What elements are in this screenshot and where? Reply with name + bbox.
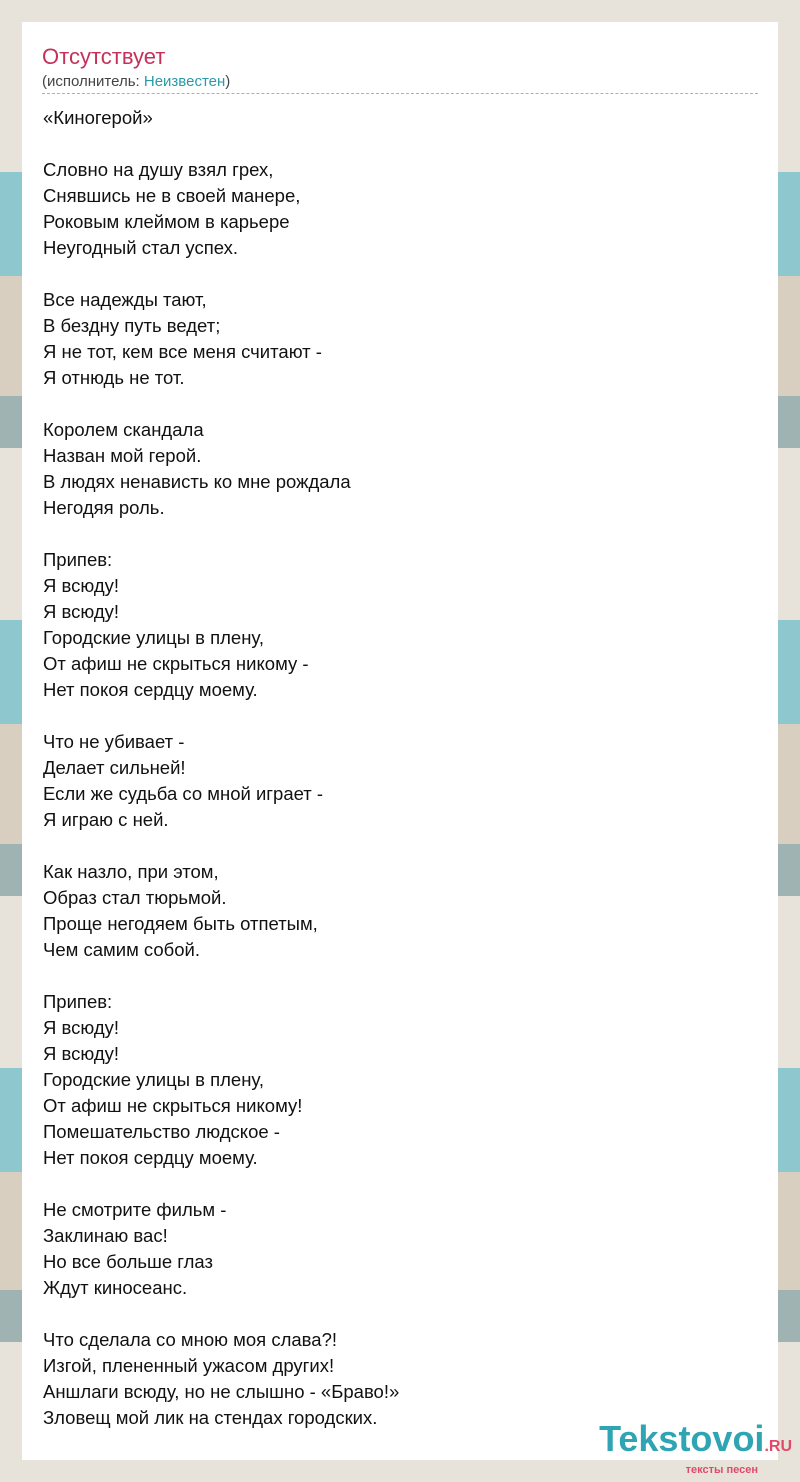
stanza-gap [43, 261, 763, 287]
lyric-line: Роковым клеймом в карьере [43, 211, 290, 232]
lyric-line: Я не тот, кем все меня считают - [43, 341, 322, 362]
stanza-gap [43, 391, 763, 417]
lyric-line: Я всюду! [43, 601, 120, 622]
logo-main-text: Tekstovoi [599, 1418, 765, 1459]
lyric-line: Неугодный стал успех. [43, 237, 239, 258]
lyric-line: Нет покоя сердцу моему. [43, 679, 258, 700]
lyrics-card [22, 22, 778, 1460]
stanza-gap [43, 963, 763, 989]
artist-link[interactable]: Неизвестен [143, 73, 226, 90]
lyric-line: Проще негодяем быть отпетым, [43, 913, 318, 934]
lyric-line: Королем скандала [43, 419, 204, 440]
lyric-line: Словно на душу взял грех, [43, 159, 274, 180]
lyric-line: Припев: [43, 549, 113, 570]
title-divider [42, 93, 758, 94]
lyric-line: Припев: [43, 991, 113, 1012]
lyric-line: Негодяя роль. [43, 497, 165, 518]
lyric-line: Изгой, плененный ужасом других! [43, 1355, 335, 1376]
lyric-line: От афиш не скрыться никому - [43, 653, 309, 674]
lyric-line: Я всюду! [43, 575, 120, 596]
site-logo[interactable] [599, 1418, 792, 1476]
lyric-line: Заклинаю вас! [43, 1225, 168, 1246]
lyric-line: В людях ненависть ко мне рождала [43, 471, 351, 492]
lyric-line: Как назло, при этом, [43, 861, 219, 882]
lyric-line: Снявшись не в своей манере, [43, 185, 301, 206]
lyric-line: Не смотрите фильм - [43, 1199, 227, 1220]
lyric-line: Городские улицы в плену, [43, 1069, 264, 1090]
stanza-gap [43, 833, 763, 859]
lyric-line: Ждут киносеанс. [43, 1277, 188, 1298]
lyric-line: Нет покоя сердцу моему. [43, 1147, 258, 1168]
lyric-line: Городские улицы в плену, [43, 627, 264, 648]
song-title: Отсутствует [42, 44, 166, 69]
lyrics-text [43, 105, 763, 1431]
stanza-gap [43, 521, 763, 547]
artist-line [42, 73, 230, 91]
lyric-line: Назван мой герой. [43, 445, 202, 466]
lyric-line: Что не убивает - [43, 731, 185, 752]
lyric-line: «Киногерой» [43, 107, 153, 128]
lyric-line: Я играю с ней. [43, 809, 169, 830]
stanza-gap [43, 703, 763, 729]
lyric-line: Помешательство людское - [43, 1121, 280, 1142]
lyric-line: Что сделала со мною моя слава?! [43, 1329, 338, 1350]
lyric-line: Аншлаги всюду, но не слышно - «Браво!» [43, 1381, 400, 1402]
lyric-line: Чем самим собой. [43, 939, 201, 960]
logo-tld: .RU [764, 1438, 792, 1455]
artist-prefix: (исполнитель: [42, 73, 144, 90]
stanza-gap [43, 1171, 763, 1197]
lyric-line: Я всюду! [43, 1017, 120, 1038]
lyric-line: Если же судьба со мной играет - [43, 783, 324, 804]
logo-tagline: тексты песен [685, 1464, 758, 1476]
stanza-gap [43, 1301, 763, 1327]
lyric-line: Я отнюдь не тот. [43, 367, 185, 388]
lyric-line: Но все больше глаз [43, 1251, 213, 1272]
lyric-line: В бездну путь ведет; [43, 315, 221, 336]
lyric-line: Я всюду! [43, 1043, 120, 1064]
lyric-line: От афиш не скрыться никому! [43, 1095, 303, 1116]
logo-wordmark [599, 1418, 792, 1465]
lyric-line: Делает сильней! [43, 757, 186, 778]
lyric-line: Все надежды тают, [43, 289, 207, 310]
stanza-gap [43, 131, 763, 157]
lyric-line: Зловещ мой лик на стендах городских. [43, 1407, 378, 1428]
lyric-line: Образ стал тюрьмой. [43, 887, 227, 908]
artist-suffix: ) [225, 73, 231, 90]
